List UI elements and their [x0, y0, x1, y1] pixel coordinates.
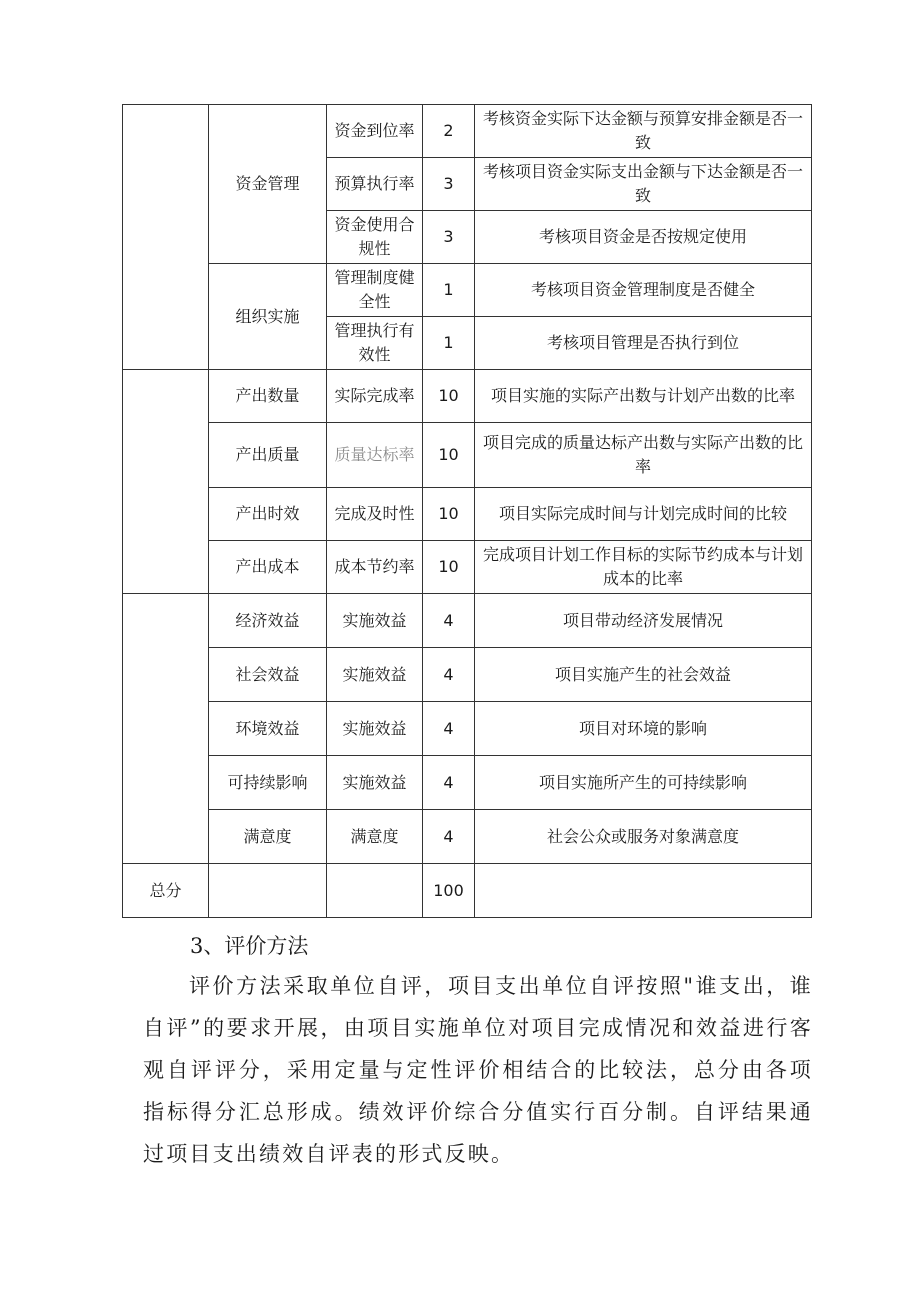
table-row	[123, 423, 812, 488]
description-cell: 考核项目资金实际支出金额与下达金额是否一致	[475, 158, 812, 211]
score-cell: 10	[423, 370, 475, 423]
description-cell: 项目带动经济发展情况	[475, 594, 812, 648]
section-paragraph: 评价方法采取单位自评，项目支出单位自评按照"谁支出，谁自评”的要求开展，由项目实施单位对项目完成情况和效益进行客观自评评分，采用定量与定性评价相结合的比较法，总分由各项指标得分汇总形成。绩效评价综合分值实行百分制。自评结果通过项目支出绩效自评表的形式反映。	[143, 974, 813, 1166]
score-cell: 4	[423, 810, 475, 864]
empty-cell	[327, 864, 423, 918]
subcategory-cell: 满意度	[209, 810, 327, 864]
table-row	[123, 370, 812, 423]
score-cell: 10	[423, 541, 475, 594]
subcategory-cell: 组织实施	[209, 264, 327, 370]
empty-cell	[475, 864, 812, 918]
subcategory-cell: 产出数量	[209, 370, 327, 423]
total-score: 100	[423, 864, 475, 918]
indicator-cell: 实际完成率	[327, 370, 423, 423]
subcategory-cell: 资金管理	[209, 105, 327, 264]
description-cell: 考核项目资金管理制度是否健全	[475, 264, 812, 317]
indicator-cell: 实施效益	[327, 756, 423, 810]
score-cell: 3	[423, 158, 475, 211]
subcategory-cell: 产出时效	[209, 488, 327, 541]
indicator-cell: 资金到位率	[327, 105, 423, 158]
total-row	[123, 864, 812, 918]
table-row	[123, 105, 812, 158]
subcategory-cell: 社会效益	[209, 648, 327, 702]
indicator-cell: 实施效益	[327, 594, 423, 648]
subcategory-cell: 可持续影响	[209, 756, 327, 810]
score-cell: 4	[423, 594, 475, 648]
score-cell: 1	[423, 317, 475, 370]
table-row	[123, 264, 812, 317]
category-cell-blank	[123, 594, 209, 864]
section-heading: 3、评价方法	[190, 934, 309, 958]
description-cell: 考核项目资金是否按规定使用	[475, 211, 812, 264]
description-cell: 社会公众或服务对象满意度	[475, 810, 812, 864]
description-cell: 完成项目计划工作目标的实际节约成本与计划成本的比率	[475, 541, 812, 594]
subcategory-cell: 经济效益	[209, 594, 327, 648]
indicator-cell: 实施效益	[327, 648, 423, 702]
score-cell: 2	[423, 105, 475, 158]
table-row	[123, 810, 812, 864]
table-row	[123, 756, 812, 810]
table-row	[123, 648, 812, 702]
score-cell: 1	[423, 264, 475, 317]
indicator-cell: 完成及时性	[327, 488, 423, 541]
table-row	[123, 702, 812, 756]
table-row	[123, 488, 812, 541]
indicator-cell: 预算执行率	[327, 158, 423, 211]
description-cell: 项目完成的质量达标产出数与实际产出数的比率	[475, 423, 812, 488]
table-row	[123, 541, 812, 594]
indicator-cell: 管理执行有效性	[327, 317, 423, 370]
description-cell: 项目实施所产生的可持续影响	[475, 756, 812, 810]
description-cell: 项目对环境的影响	[475, 702, 812, 756]
table-row	[123, 594, 812, 648]
category-cell-blank	[123, 370, 209, 594]
description-cell: 考核资金实际下达金额与预算安排金额是否一致	[475, 105, 812, 158]
score-cell: 4	[423, 648, 475, 702]
indicator-cell: 资金使用合规性	[327, 211, 423, 264]
indicator-cell: 满意度	[327, 810, 423, 864]
score-cell: 3	[423, 211, 475, 264]
subcategory-cell: 产出成本	[209, 541, 327, 594]
description-cell: 项目实施产生的社会效益	[475, 648, 812, 702]
indicator-cell: 成本节约率	[327, 541, 423, 594]
indicator-cell: 实施效益	[327, 702, 423, 756]
description-cell: 项目实施的实际产出数与计划产出数的比率	[475, 370, 812, 423]
description-cell: 项目实际完成时间与计划完成时间的比较	[475, 488, 812, 541]
total-label: 总分	[123, 864, 209, 918]
score-cell: 10	[423, 488, 475, 541]
empty-cell	[209, 864, 327, 918]
description-cell: 考核项目管理是否执行到位	[475, 317, 812, 370]
indicator-cell: 质量达标率	[327, 423, 423, 488]
subcategory-cell: 产出质量	[209, 423, 327, 488]
score-cell: 10	[423, 423, 475, 488]
performance-evaluation-table	[122, 104, 812, 918]
subcategory-cell: 环境效益	[209, 702, 327, 756]
indicator-cell: 管理制度健全性	[327, 264, 423, 317]
score-cell: 4	[423, 702, 475, 756]
category-cell-blank	[123, 105, 209, 370]
score-cell: 4	[423, 756, 475, 810]
